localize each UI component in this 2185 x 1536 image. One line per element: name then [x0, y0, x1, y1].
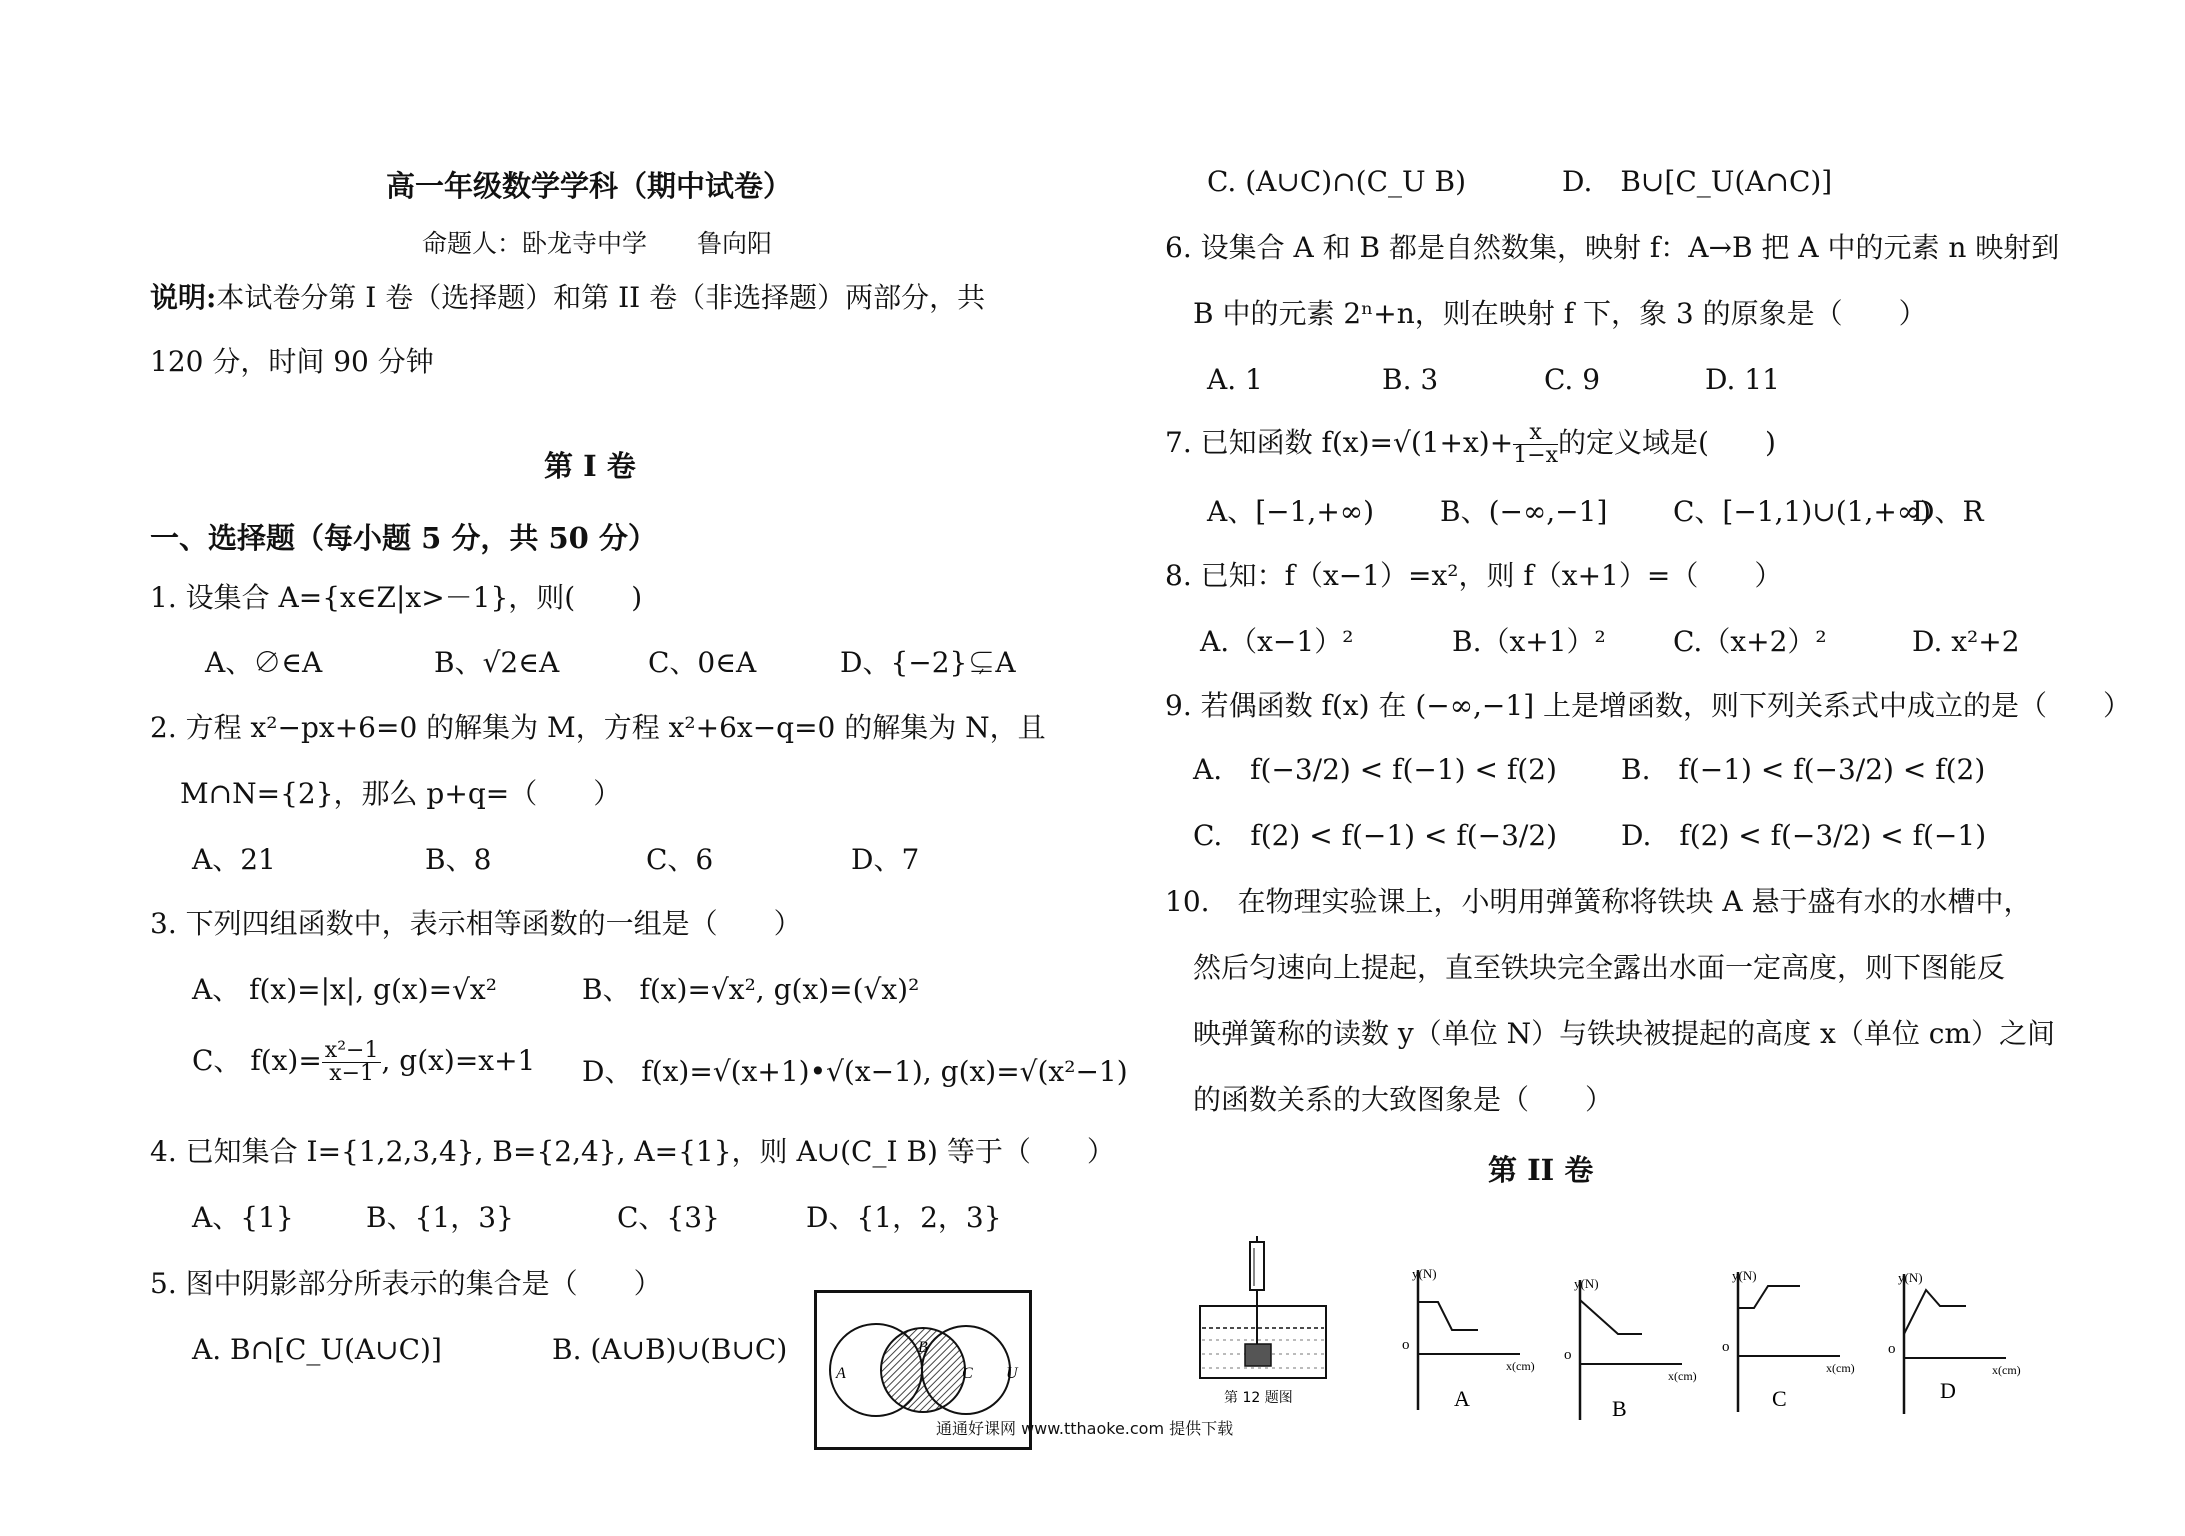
q2-stem-line-2: M∩N={2}，那么 p+q=（ ） [180, 777, 622, 810]
q7-stem [1165, 422, 1776, 467]
q7-option-b: B、(−∞,−1] [1440, 495, 1608, 528]
section-choice-title: 一、选择题（每小题 5 分，共 50 分） [150, 521, 657, 555]
q1-option-d: D、{−2}⊊A [840, 646, 1016, 679]
q3-stem: 3. 下列四组函数中，表示相等函数的一组是（ ） [150, 907, 802, 940]
water-tank [1200, 1306, 1326, 1378]
q5-option-c: C. (A∪C)∩(C_U B) [1207, 165, 1466, 198]
q9-option-c: C. f(2) < f(−1) < f(−3/2) [1193, 819, 1558, 852]
q8-option-b: B.（x+1）² [1452, 625, 1606, 658]
q2-option-d: D、7 [851, 843, 920, 876]
q4-stem: 4. 已知集合 I={1,2,3,4}, B={2,4}, A={1}，则 A∪(C_I B) 等于（ ） [150, 1135, 1115, 1168]
footer-text: 通通好课网 www.tthaoke.com 提供下载 [936, 1419, 1234, 1438]
graph-a-y-unit: y(N) [1412, 1266, 1437, 1281]
graph-d-x-unit: x(cm) [1992, 1363, 2021, 1377]
graph-d-origin: o [1888, 1341, 1896, 1357]
q1-option-a: A、∅∈A [205, 646, 323, 679]
q3-option-b: B、 f(x)=√x², g(x)=(√x)² [582, 973, 920, 1006]
q7-stem-prefix: 7. 已知函数 f(x)=√(1+x)+ [1165, 426, 1514, 459]
q7-fraction-denominator: 1−x [1513, 443, 1559, 468]
q3-option-c-prefix: C、 f(x)= [192, 1044, 322, 1077]
q2-option-a: A、21 [192, 843, 276, 876]
graph-d [1888, 1270, 2021, 1414]
q9-option-b: B. f(−1) < f(−3/2) < f(2) [1621, 753, 1986, 786]
description-line-1: 本试卷分第 I 卷（选择题）和第 II 卷（非选择题）两部分，共 [216, 281, 986, 314]
q4-option-a: A、{1} [192, 1201, 294, 1234]
apparatus-caption: 第 12 题图 [1224, 1390, 1293, 1406]
q6-stem-line-2: B 中的元素 2ⁿ+n，则在映射 f 下，象 3 的原象是（ ） [1193, 297, 1927, 330]
q6-option-d: D. 11 [1705, 363, 1780, 396]
description [150, 280, 985, 316]
q4-option-c: C、{3} [617, 1201, 720, 1234]
q3-option-c-numerator: x²−1 [322, 1040, 382, 1063]
q7-option-c: C、[−1,1)∪(1,+∞) [1673, 495, 1932, 528]
page-title: 高一年级数学学科（期中试卷） [386, 169, 793, 203]
q4-option-d: D、{1，2，3} [806, 1201, 1002, 1234]
q9-option-a: A. f(−3/2) < f(−1) < f(2) [1193, 753, 1557, 786]
graph-a [1402, 1266, 1535, 1411]
q3-option-c-fraction [322, 1040, 382, 1085]
description-label: 说明: [150, 281, 217, 314]
spring-scale-body [1250, 1242, 1264, 1290]
q7-fraction [1513, 422, 1558, 467]
q3-option-c-suffix: , g(x)=x+1 [381, 1044, 536, 1077]
q5-stem: 5. 图中阴影部分所表示的集合是（ ） [150, 1267, 662, 1300]
graphs-abcd [1384, 1262, 2044, 1422]
q3-option-a: A、 f(x)=|x|, g(x)=√x² [192, 973, 497, 1006]
graph-d-label: D [1940, 1378, 1956, 1403]
q5-option-d: D. B∪[C_U(A∩C)] [1562, 165, 1833, 198]
graph-b-x-unit: x(cm) [1668, 1369, 1697, 1383]
q4-option-b: B、{1，3} [366, 1201, 514, 1234]
iron-block [1245, 1344, 1271, 1366]
q9-option-d: D. f(2) < f(−3/2) < f(−1) [1621, 819, 1987, 852]
q8-option-c: C.（x+2）² [1673, 625, 1827, 658]
q7-option-d: D、R [1912, 495, 1984, 528]
author-line: 命题人：卧龙寺中学 鲁向阳 [422, 229, 773, 258]
graph-c [1722, 1268, 1855, 1412]
q8-option-a: A.（x−1）² [1200, 625, 1354, 658]
q7-stem-suffix: 的定义域是( ) [1558, 426, 1776, 459]
q8-stem: 8. 已知：f（x−1）=x²，则 f（x+1）=（ ） [1165, 559, 1783, 592]
venn-label-u: U [1006, 1365, 1018, 1382]
q8-option-d: D. x²+2 [1912, 625, 2020, 658]
q1-option-c: C、0∈A [648, 646, 757, 679]
q6-option-c: C. 9 [1544, 363, 1601, 396]
q7-fraction-numerator: x [1513, 422, 1558, 445]
part-1-title: 第 I 卷 [544, 449, 636, 483]
q2-stem-line-1: 2. 方程 x²−px+6=0 的解集为 M，方程 x²+6x−q=0 的解集为 N，且 [150, 711, 1046, 744]
venn-label-c: C [962, 1365, 973, 1382]
q2-option-c: C、6 [646, 843, 714, 876]
graph-c-x-unit: x(cm) [1826, 1361, 1855, 1375]
graph-b-y-unit: y(N) [1574, 1276, 1599, 1291]
venn-a-mask [875, 1369, 877, 1371]
graph-a-curve [1418, 1302, 1478, 1330]
graph-b-origin: o [1564, 1347, 1572, 1363]
graph-b [1564, 1276, 1697, 1421]
graph-d-curve [1904, 1290, 1966, 1334]
part-2-title: 第 II 卷 [1488, 1153, 1594, 1187]
q1-option-b: B、√2∈A [434, 646, 560, 679]
q10-line-3: 映弹簧称的读数 y（单位 N）与铁块被提起的高度 x（单位 cm）之间 [1193, 1017, 2055, 1050]
q6-option-a: A. 1 [1207, 363, 1263, 396]
venn-label-b: B [918, 1339, 928, 1356]
graph-b-label: B [1612, 1396, 1627, 1421]
q7-option-a: A、[−1,+∞) [1207, 495, 1375, 528]
graph-c-origin: o [1722, 1339, 1730, 1355]
description-line-2: 120 分，时间 90 分钟 [150, 345, 434, 378]
q3-option-c [192, 1040, 535, 1085]
graph-c-label: C [1772, 1386, 1787, 1411]
graph-b-curve [1580, 1300, 1642, 1334]
q10-line-4: 的函数关系的大致图象是（ ） [1193, 1083, 1614, 1116]
q10-line-2: 然后匀速向上提起，直至铁块完全露出水面一定高度，则下图能反 [1193, 951, 2006, 984]
q9-stem: 9. 若偶函数 f(x) 在 (−∞,−1] 上是增函数，则下列关系式中成立的是（ ） [1165, 689, 2132, 722]
q6-option-b: B. 3 [1382, 363, 1439, 396]
spring-scale-apparatus [1196, 1236, 1332, 1408]
graph-c-curve [1738, 1286, 1800, 1308]
venn-label-a: A [836, 1365, 846, 1382]
q6-stem-line-1: 6. 设集合 A 和 B 都是自然数集，映射 f：A→B 把 A 中的元素 n 映射到 [1165, 231, 2060, 264]
q1-stem: 1. 设集合 A={x∈Z|x>－1}，则( ) [150, 581, 643, 614]
q5-option-b: B. (A∪B)∪(B∪C) [552, 1333, 788, 1366]
q3-option-d: D、 f(x)=√(x+1)•√(x−1), g(x)=√(x²−1) [582, 1055, 1128, 1088]
q2-option-b: B、8 [425, 843, 492, 876]
graph-a-x-unit: x(cm) [1506, 1359, 1535, 1373]
graph-c-y-unit: y(N) [1732, 1268, 1757, 1283]
graph-a-origin: o [1402, 1337, 1410, 1353]
graph-a-label: A [1454, 1386, 1470, 1411]
graph-d-y-unit: y(N) [1898, 1270, 1923, 1285]
q5-option-a: A. B∩[C_U(A∪C)] [192, 1333, 442, 1366]
q10-line-1: 10. 在物理实验课上，小明用弹簧称将铁块 A 悬于盛有水的水槽中， [1165, 885, 2032, 918]
q3-option-c-denominator: x−1 [329, 1061, 375, 1086]
